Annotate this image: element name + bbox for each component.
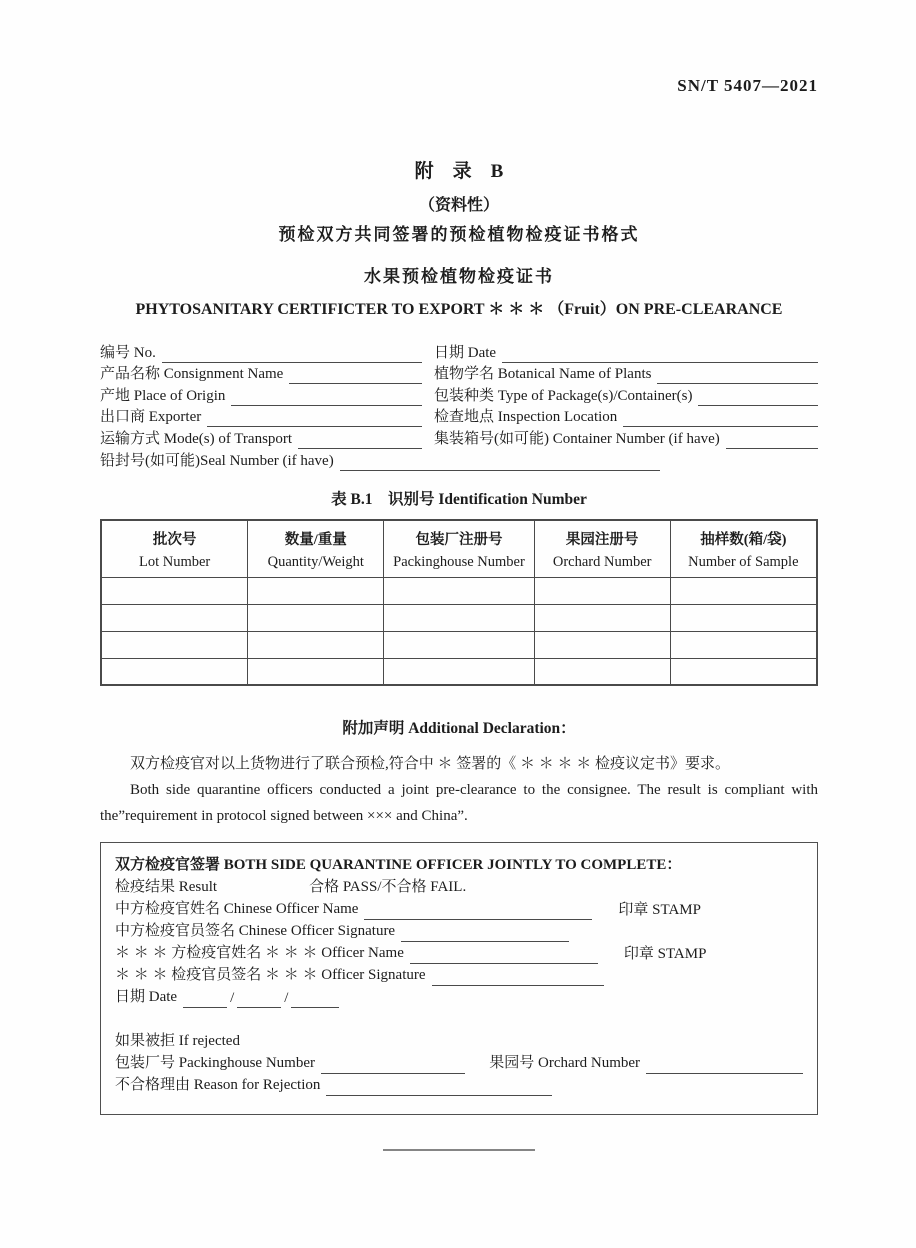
empty-cell	[534, 577, 670, 604]
empty-cell	[101, 658, 248, 685]
column-header-en: Number of Sample	[688, 553, 799, 570]
field-label-inspection-location: 检查地点 Inspection Location	[434, 409, 618, 426]
blank-line-package-type	[698, 390, 818, 406]
empty-cell	[248, 658, 384, 685]
rejection-reason-label: 不合格理由 Reason for Rejection	[115, 1077, 321, 1094]
declaration-en: Both side quarantine officers conducted a joint pre-clearance to the consignee. The result is compliant with the”requirement in protocol signed between ××× and China”.	[100, 782, 818, 825]
foreign-officer-signature-line	[115, 964, 803, 986]
empty-cell	[101, 577, 248, 604]
empty-cell	[101, 631, 248, 658]
empty-cell	[670, 604, 817, 631]
result-label: 检疫结果 Result	[115, 879, 218, 896]
field-label-container-number: 集装箱号(如可能) Container Number (if have)	[434, 430, 720, 447]
rejection-reason-line	[115, 1074, 803, 1096]
column-header-quantity-weight	[248, 520, 384, 578]
empty-cell	[670, 577, 817, 604]
foreign-officer-name-line	[115, 942, 803, 964]
certificate-form	[100, 341, 818, 471]
empty-cell	[670, 631, 817, 658]
column-header-en: Quantity/Weight	[267, 553, 364, 570]
column-header-en: Lot Number	[138, 553, 211, 570]
blank-line-inspection-location	[623, 411, 818, 427]
column-header-zh: 包装厂注册号	[415, 531, 503, 548]
blank-line-foreign-officer-signature	[432, 970, 604, 986]
empty-cell	[384, 631, 534, 658]
field-label-transport-mode: 运输方式 Mode(s) of Transport	[100, 430, 293, 447]
empty-cell	[534, 604, 670, 631]
blank-line-orchard	[646, 1058, 803, 1074]
appendix-title: 附 录 B	[414, 161, 504, 182]
form-row	[100, 406, 818, 428]
field-label-no: 编号 No.	[100, 344, 156, 361]
form-row	[100, 427, 818, 449]
form-row	[100, 363, 818, 385]
blank-line-date	[502, 347, 818, 363]
cn-officer-signature-line	[115, 920, 803, 942]
field-label-botanical-name: 植物学名 Botanical Name of Plants	[434, 366, 652, 383]
date-separator: /	[230, 990, 235, 1007]
blank-line-consignment-name	[289, 368, 422, 384]
stamp-label: 印章 STAMP	[623, 946, 707, 963]
empty-cell	[384, 577, 534, 604]
blank-line-transport-mode	[298, 433, 422, 449]
cn-officer-name-line	[115, 898, 803, 920]
informative-label: （资料性）	[418, 197, 499, 214]
column-header-orchard-number	[534, 520, 670, 578]
foreign-officer-name-label: ＊ ＊ ＊ 方检疫官姓名 ＊ ＊ ＊ Officer Name	[115, 945, 404, 962]
column-header-zh: 批次号	[152, 531, 197, 548]
blank-line-cn-officer-signature	[401, 926, 569, 942]
signing-box-heading: 双方检疫官签署 BOTH SIDE QUARANTINE OFFICER JOINTLY TO COMPLETE：	[115, 857, 682, 874]
spacer	[115, 1008, 803, 1030]
empty-cell	[534, 631, 670, 658]
form-row	[100, 384, 818, 406]
blank-line-date-day	[183, 992, 227, 1008]
blank-line-no	[162, 347, 422, 363]
table-empty-row	[101, 604, 817, 631]
table-empty-row	[101, 658, 817, 685]
additional-declaration-heading: 附加声明 Additional Declaration：	[342, 720, 576, 738]
blank-line-container-number	[726, 433, 818, 449]
orchard-label: 果园号 Orchard Number	[489, 1055, 641, 1072]
standard-number: SN/T 5407—2021	[677, 76, 818, 95]
empty-cell	[384, 604, 534, 631]
blank-line-botanical-name	[657, 368, 818, 384]
declaration-zh: 双方检疫官对以上货物进行了联合预检,符合中 ＊ 签署的《 ＊ ＊ ＊ ＊ 检疫议定书》要求。	[130, 756, 731, 773]
blank-line-seal-number	[340, 455, 660, 471]
date-separator: /	[284, 990, 289, 1007]
blank-line-foreign-officer-name	[410, 948, 598, 964]
field-label-consignment-name: 产品名称 Consignment Name	[100, 366, 284, 383]
blank-line-place-of-origin	[231, 390, 422, 406]
column-header-en: Orchard Number	[552, 553, 652, 570]
cn-officer-signature-label: 中方检疫官员签名 Chinese Officer Signature	[115, 923, 396, 940]
packinghouse-orchard-line	[115, 1052, 803, 1074]
field-label-package-type: 包装种类 Type of Package(s)/Container(s)	[434, 387, 693, 404]
column-header-packinghouse-number	[384, 520, 534, 578]
blank-line-cn-officer-name	[364, 904, 592, 920]
stamp-label: 印章 STAMP	[618, 902, 701, 919]
column-header-zh: 抽样数(箱/袋)	[700, 531, 787, 548]
table-empty-row	[101, 631, 817, 658]
blank-line-rejection-reason	[326, 1080, 552, 1096]
identification-number-table	[100, 519, 818, 687]
form-row	[100, 341, 818, 363]
empty-cell	[670, 658, 817, 685]
blank-line-date-month	[237, 992, 281, 1008]
table-header-row	[101, 520, 817, 578]
blank-line-date-year	[291, 992, 339, 1008]
result-options: 合格 PASS/不合格 FAIL.	[309, 879, 467, 896]
declaration-paragraphs	[100, 751, 818, 829]
table-caption: 表 B.1 识别号 Identification Number	[331, 490, 587, 508]
field-label-seal-number: 铅封号(如可能)Seal Number (if have)	[100, 452, 334, 469]
column-header-lot-number	[101, 520, 248, 578]
if-rejected-label: 如果被拒 If rejected	[115, 1033, 240, 1050]
packinghouse-label: 包装厂号 Packinghouse Number	[115, 1055, 315, 1072]
empty-cell	[534, 658, 670, 685]
document-end-line	[383, 1149, 535, 1151]
empty-cell	[101, 604, 248, 631]
empty-cell	[248, 604, 384, 631]
signing-box	[100, 842, 818, 1115]
empty-cell	[384, 658, 534, 685]
field-label-exporter: 出口商 Exporter	[100, 409, 202, 426]
column-header-zh: 数量/重量	[284, 531, 347, 548]
cn-officer-name-label: 中方检疫官姓名 Chinese Officer Name	[115, 901, 359, 918]
if-rejected-line	[115, 1030, 803, 1052]
date-line	[115, 986, 803, 1008]
field-label-date: 日期 Date	[434, 344, 497, 361]
result-line	[115, 876, 803, 898]
appendix-subtitle: 预检双方共同签署的预检植物检疫证书格式	[278, 225, 640, 244]
certificate-title-zh: 水果预检植物检疫证书	[364, 267, 554, 286]
column-header-en: Packinghouse Number	[393, 553, 525, 570]
foreign-officer-signature-label: ＊ ＊ ＊ 检疫官员签名 ＊ ＊ ＊ Officer Signature	[115, 967, 426, 984]
form-row	[100, 449, 818, 471]
field-label-place-of-origin: 产地 Place of Origin	[100, 387, 226, 404]
column-header-number-of-sample	[670, 520, 817, 578]
empty-cell	[248, 577, 384, 604]
column-header-zh: 果园注册号	[565, 531, 639, 548]
date-label: 日期 Date	[115, 989, 178, 1006]
blank-line-exporter	[207, 411, 422, 427]
table-empty-row	[101, 577, 817, 604]
certificate-title-en: PHYTOSANITARY CERTIFICTER TO EXPORT ＊ ＊ ＊ （Fruit）ON PRE-CLEARANCE	[135, 301, 783, 318]
blank-line-packinghouse	[321, 1058, 465, 1074]
empty-cell	[248, 631, 384, 658]
